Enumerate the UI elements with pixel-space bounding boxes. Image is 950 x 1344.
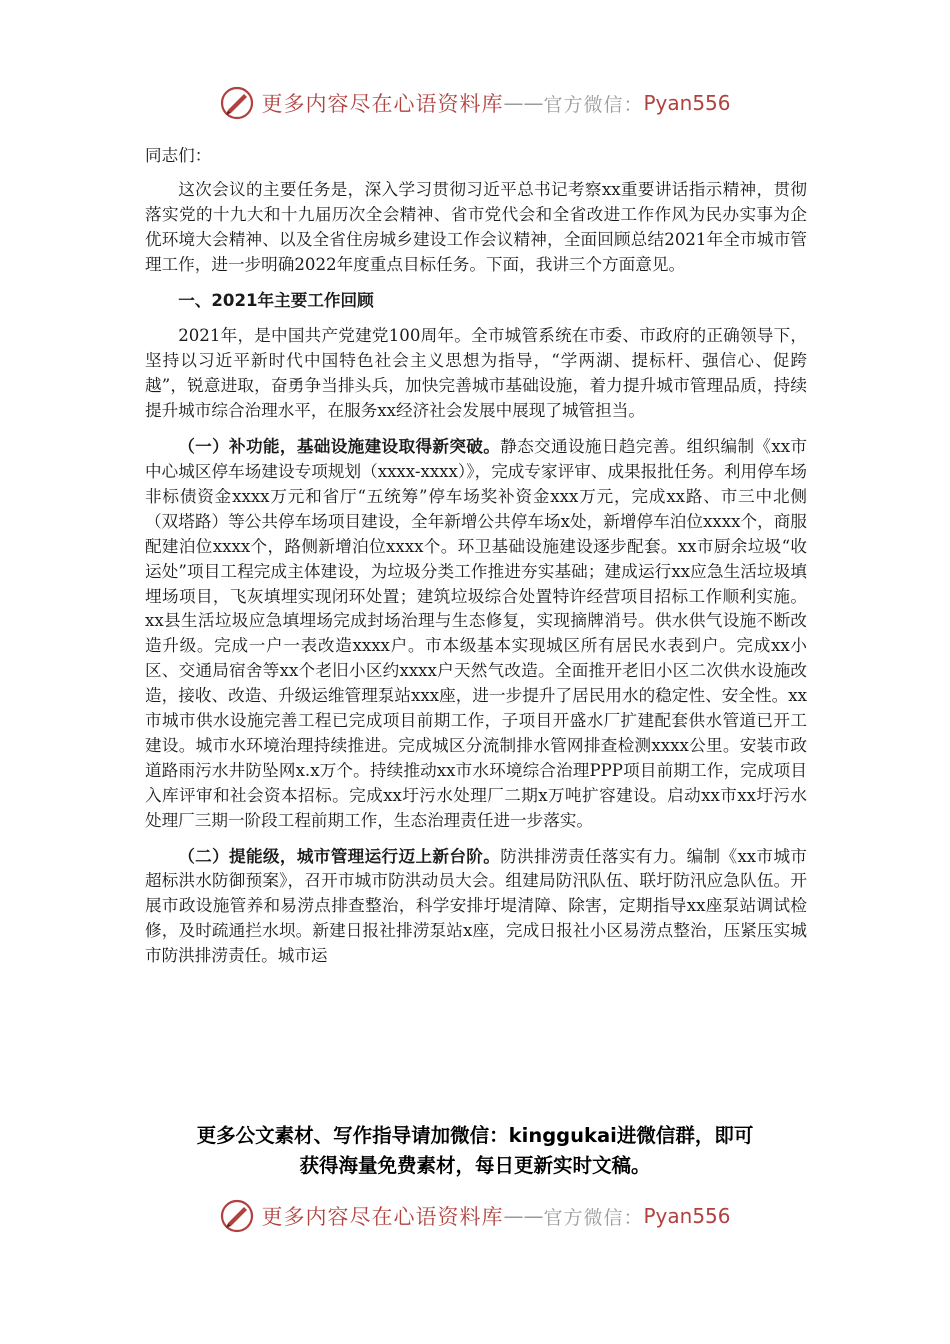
- section-intro-paragraph: 2021年，是中国共产党建党100周年。全市城管系统在市委、市政府的正确领导下，坚持以习近平新时代中国特色社会主义思想为指导，“学两湖、提标杆、强信心、促跨越”，锐意进取，奋勇争当排头兵，加快完善城市基础设施，着力提升城市管理品质，持续提升城市综合治理水平，在服务xx经济社会发展中展现了城管担当。: [145, 326, 807, 421]
- pen-logo-icon: [219, 1198, 255, 1234]
- promo-line-2: 获得海量免费素材，每日更新实时文稿。: [299, 1154, 651, 1177]
- item-two-paragraph: [145, 845, 807, 970]
- banner-wechat-label: 官方微信：: [543, 93, 644, 116]
- item-two-body: 防洪排涝责任落实有力。编制《xx市城市超标洪水防御预案》，召开市城市防洪动员大会。组建局防汛队伍、联圩防汛应急队伍。开展市政设施管养和易涝点排查整治，科学安排圩堤清障、除害，定期指导xx座泵站调试检修，及时疏通拦水坝。新建日报社排涝泵站x座，完成日报社小区易涝点整治，压紧压实城市防洪排涝责任。城市运: [145, 846, 808, 966]
- document-body: [145, 144, 807, 969]
- promo-notice: [0, 1121, 950, 1181]
- banner-wechat-id: Pyan556: [643, 1204, 731, 1228]
- banner-separator: ——: [503, 91, 544, 115]
- banner-separator: ——: [503, 1204, 544, 1228]
- intro-paragraph: 这次会议的主要任务是，深入学习贯彻习近平总书记考察xx重要讲话指示精神，贯彻落实党的十九大和十九届历次全会精神、省市党代会和全省改进工作作风为民办实事为企优环境大会精神、以及全省住房城乡建设工作会议精神，全面回顾总结2021年全市城市管理工作，进一步明确2022年度重点目标任务。下面，我讲三个方面意见。: [145, 179, 807, 274]
- item-one-body: 静态交通设施日趋完善。组织编制《xx市中心城区停车场建设专项规划（xxxx-xxxx）》，完成专家评审、成果报批任务。利用停车场非标债资金xxxx万元和省厅“五统筹”停车场奖补资金xxx万元，完成xx路、市三中北侧（双塔路）等公共停车场项目建设，全年新增公共停车场x处，新增停车泊位xxxx个，商服配建泊位xxxx个，路侧新增泊位xxxx个。环卫基础设施建设逐步配套。xx市厨余垃圾“收运处”项目工程完成主体建设，为垃圾分类工作推进夯实基础；建成运行xx应急生活垃圾填埋场项目，飞灰填埋实现闭环处置；建筑垃圾综合处置特许经营项目招标工作顺利实施。xx县生活垃圾应急填埋场完成封场治理与生态修复，实现摘牌消号。供水供气设施不断改造升级。完成一户一表改造xxxx户。市本级基本实现城区所有居民水表到户。完成xx小区、交通局宿舍等xx个老旧小区约xxxx户天然气改造。全面推开老旧小区二次供水设施改造，接收、改造、升级运维管理泵站xxx座，进一步提升了居民用水的稳定性、安全性。xx市城市供水设施完善工程已完成项目前期工作，子项目开盛水厂扩建配套供水管道已开工建设。城市水环境治理持续推进。完成城区分流制排水管网排查检测xxxx公里。安装市政道路雨污水井防坠网x.x万个。持续推动xx市水环境综合治理PPP项目前期工作，完成项目入库评审和社会资本招标。完成xx圩污水处理厂二期x万吨扩容建设。启动xx市xx圩污水处理厂三期一阶段工程前期工作，生态治理责任进一步落实。: [145, 437, 808, 830]
- item-one-paragraph: [145, 435, 807, 834]
- banner-wechat-id: Pyan556: [643, 91, 731, 115]
- promo-line-1: 更多公文素材、写作指导请加微信：kinggukai进微信群，即可: [196, 1124, 754, 1147]
- pen-logo-icon: [219, 85, 255, 121]
- item-two-lead: （二）提能级，城市管理运行迈上新台阶。: [178, 846, 501, 866]
- footer-banner: [0, 1196, 950, 1236]
- banner-wechat-label: 官方微信：: [543, 1206, 644, 1229]
- salutation: 同志们：: [145, 146, 212, 165]
- header-banner: [0, 83, 950, 123]
- banner-title: 更多内容尽在心语资料库: [261, 1205, 504, 1229]
- banner-title: 更多内容尽在心语资料库: [261, 92, 504, 116]
- item-one-lead: （一）补功能，基础设施建设取得新突破。: [178, 437, 501, 457]
- section-heading: 一、2021年主要工作回顾: [178, 290, 374, 310]
